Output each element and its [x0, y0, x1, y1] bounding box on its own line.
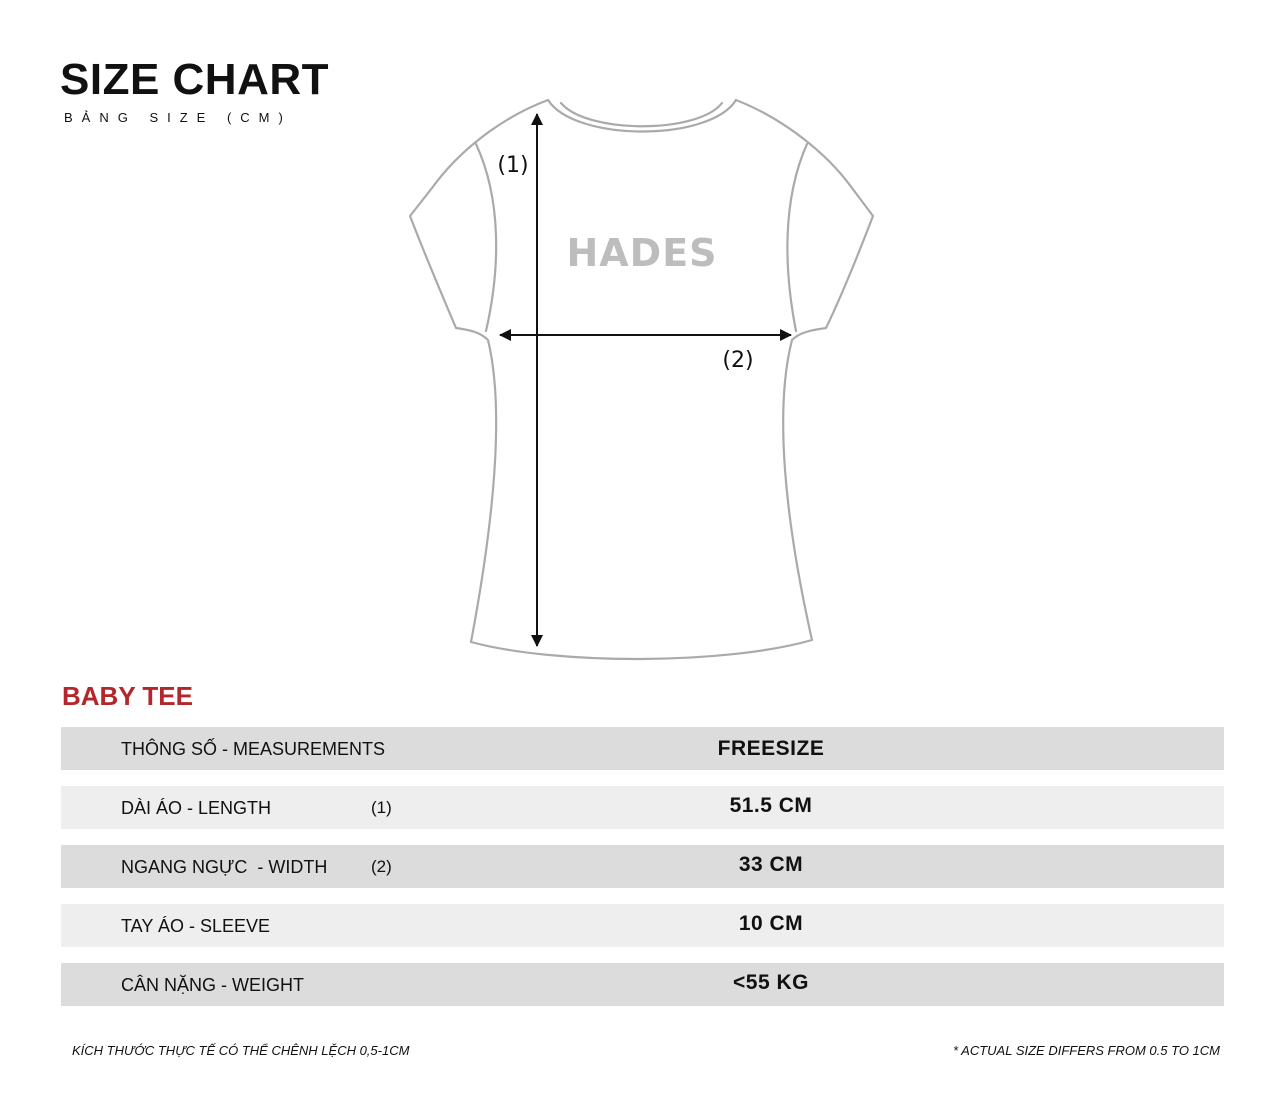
table-row — [61, 904, 1224, 947]
row-value: 10 CM — [738, 912, 804, 935]
page-title: SIZE CHART — [60, 55, 329, 104]
row-marker: (2) — [371, 857, 392, 876]
table-row — [61, 963, 1224, 1006]
table-header-row — [61, 727, 1224, 770]
row-label: CÂN NẶNG - WEIGHT — [121, 975, 304, 995]
footer-note-vietnamese: KÍCH THƯỚC THỰC TẾ CÓ THỂ CHÊNH LỆCH 0,5-1CM — [72, 1043, 410, 1058]
row-label: NGANG NGỰC - WIDTH — [121, 857, 328, 877]
table-row — [61, 845, 1224, 888]
row-label: TAY ÁO - SLEEVE — [121, 916, 271, 936]
length-marker: (1) — [497, 153, 529, 178]
footer-note-english: * ACTUAL SIZE DIFFERS FROM 0.5 TO 1CM — [952, 1043, 1220, 1058]
row-value: <55 KG — [733, 971, 809, 994]
width-marker: (2) — [722, 348, 754, 373]
header-value: FREESIZE — [717, 737, 825, 760]
product-name: BABY TEE — [62, 681, 193, 711]
baby-tee-outline-icon — [410, 100, 873, 659]
row-value: 51.5 CM — [729, 794, 813, 817]
header-label: THÔNG SỐ - MEASUREMENTS — [121, 739, 386, 759]
brand-print: HADES — [566, 231, 718, 275]
page-subtitle: BẢNG SIZE (CM) — [64, 110, 292, 125]
row-marker: (1) — [371, 798, 392, 817]
row-value: 33 CM — [738, 853, 804, 876]
row-label: DÀI ÁO - LENGTH — [121, 798, 272, 818]
table-row — [61, 786, 1224, 829]
